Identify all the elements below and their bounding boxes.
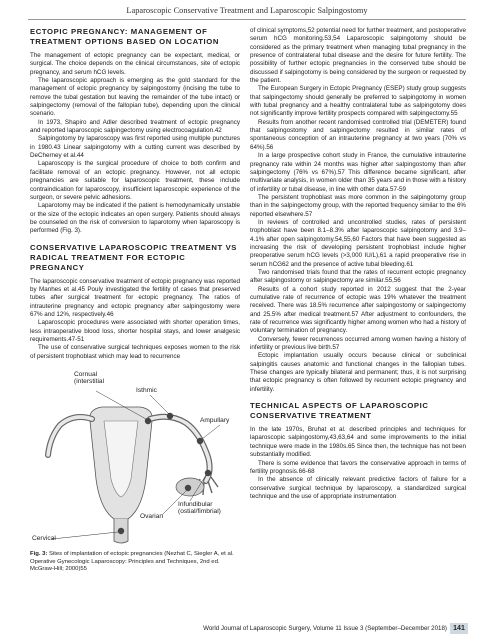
paragraph: In a large prospective cohort study in France, the cumulative intrauterine pregnancy rate within 24 months was higher after salpingostomy than after salpingectomy (76% vs 67%).57 This difference became significant, after multivariate analysis, in women older than 35 years and in those with a history of infertility or tubal disease, in line with other data.57-59 [250, 152, 466, 193]
left-column [30, 27, 240, 574]
paragraph: Two randomised trials found that the rates of recurrent ectopic pregnancy after salpingostomy or salpingectomy are similar.55,56 [250, 268, 466, 285]
paragraph: The European Surgery in Ectopic Pregnancy (ESEP) study group suggests that salpingectomy should generally be preferred to salpingotomy in women with tubal pregnancy and a healthy contralateral tube as salpingotomy does not significantly improve fertility prospects compared with salpingectomy.55 [250, 85, 466, 118]
page-footer [0, 623, 494, 635]
site-cervical [118, 528, 124, 534]
paragraph: There is some evidence that favors the conservative approach in terms of fertility prognosis.66-68 [250, 459, 466, 475]
section-heading-management: ECTOPIC PREGNANCY: MANAGEMENT OF TREATMENT OPTIONS BASED ON LOCATION [30, 27, 219, 46]
uterus-illustration [30, 369, 240, 549]
paragraph: Conversely, fewer recurrences occurred among women having a history of infertility or previous live birth.57 [250, 335, 466, 352]
paragraph: The use of conservative surgical techniques exposes women to the risk of persistent trophoblast which may lead to recurrence [30, 344, 240, 360]
paragraph: Laparoscopy is the surgical procedure of choice to both confirm and facilitate removal of an ectopic pregnancy. However, not all ectopic pregnancies are suitable for laparoscopic treatment, these include contraindication for laparoscopy, insufficient laparoscopic experience of the surgeon, or severe pelvic adhesions. [30, 160, 240, 201]
label-isthmic: Isthmic [136, 387, 157, 394]
uterus-implantation-figure [30, 369, 240, 549]
paragraph: In reviews of controlled and uncontrolled studies, rates of persistent trophoblast have been 8.1–8.3% after laparoscopic salpingotomy and 3.9–4.1% after open salpingotomy.54,55,60 Factors that have been suggested as increasing the risk of developing persistent trophoblast include higher preoperative serum hCG levels (>3,000 IU/L),61 a rapid preoperative rise in serum hCG62 and the presence of active tubal bleeding.61 [250, 218, 466, 268]
site-isthmic [167, 413, 173, 419]
paragraph: In the absence of clinically relevant predictive factors of failure for a conservative surgical technique by laparoscopy, a standardized surgical technique and the use of appropriate instrumentation [250, 476, 466, 500]
paragraph: Results of a cohort study reported in 2012 suggest that the 2-year cumulative rate of recurrence of ectopic was 19% whatever the treatment received. There was 18.5% recurrence after salpingostomy or salpingectomy and 25.5% after medical treatment.57 After adjustment to confounders, the rate of recurrence was significantly higher among women who had a history of voluntary termination of pregnancy. [250, 285, 466, 335]
caption-label: Fig. 3: [30, 551, 48, 557]
paragraph: Ectopic implantation usually occurs because clinical or subclinical salpingitis causes anatomic and functional changes in the fallopian tubes. These changes are typically bilateral and permanent; thus, it is not surprising that ectopic pregnancy is often followed by recurrent ectopic pregnancy and infertility. [250, 352, 466, 393]
journal-citation: World Journal of Laparoscopic Surgery, Volume 11 Issue 3 (September–December 2018) [203, 625, 447, 632]
paragraph: The laparoscopic approach is emerging as the gold standard for the management of ectopic pregnancy by salpingostomy (incising the tube to remove the tubal gestation but leaving the remainder of the tube intact) or salpingectomy (removal of the fallopian tube), depending upon the clinical scenario. [30, 77, 240, 118]
label-ovarian: Ovarian [140, 513, 164, 520]
site-ovarian [185, 485, 191, 491]
paragraph: Salpingotomy by laparoscopy was first reported using multiple punctures in 1980.43 Linear salpingotomy with a cutting current was described by DeCherney et al.44 [30, 135, 240, 160]
label-ampullary: Ampullary [200, 417, 230, 424]
label-cervical: Cervical [32, 535, 56, 542]
header-rule [28, 19, 466, 20]
label-cornual: Cornual (interstitial [74, 371, 105, 386]
running-header: Laparoscopic Conservative Treatment and Laparoscopic Salpingostomy [126, 6, 368, 15]
paragraph: Results from another recent randomised controlled trial (DEMETER) found that salpingostomy and salpingectomy resulted in similar rates of spontaneous conception of an intrauterine pregnancy at two years (70% vs 64%).56 [250, 118, 466, 151]
paragraph: The persistent trophoblast was more common in the salpingotomy group than in the salpingectomy group, with the reported frequency similar to the 6% reported elsewhere.57 [250, 193, 466, 218]
paragraph: In 1973, Shapiro and Adler described treatment of ectopic pregnancy and reported laparoscopic salpingectomy using electrocoagulation.42 [30, 118, 240, 135]
figure-caption [30, 551, 240, 574]
paragraph: The management of ectopic pregnancy can be expectant, medical, or surgical. The choice depends on the clinical circumstances, site of ectopic pregnancy, and serum hCG levels. [30, 52, 240, 76]
caption-text: Sites of implantation of ectopic pregnancies (Nezhat C, Siegler A, et al. Operative Gynecologic Laparoscopy: Principles and Techniques, 2nd ed. McGraw-Hill; 2000)55 [30, 551, 234, 573]
right-column [250, 27, 466, 501]
paragraph: Laparotomy may be indicated if the patient is hemodynamically unstable or the size of the ectopic indicates an open surgery. Patients should always be counseled on the risk of conversion to laparotomy when laparoscopy is performed (Fig. 3). [30, 202, 240, 235]
paragraph: Laparoscopic procedures were associated with shorter operation times, less intraoperative blood loss, shorter hospital stays, and lower analgesic requirements.47-51 [30, 319, 240, 343]
paragraph: of clinical symptoms,52 potential need for further treatment, and postoperative serum hCG monitoring.53,54 Laparoscopic salpingotomy should be considered as the primary treatment when managing tubal pregnancy in the presence of contralateral tubal disease and the desire for future fertility. The possibility of further ectopic pregnancies in the conserved tube should be discussed if salpingotomy is being considered by the surgeon or requested by the patient. [250, 27, 466, 85]
paragraph: In the late 1970s, Bruhat et al. described principles and techniques for laparoscopic salpingostomy,43,63,64 and some improvements to the initial technique were made in the 1980s.65 Since then, the technique has not been substantially modified. [250, 426, 466, 459]
section-heading-conservative-vs-radical: CONSERVATIVE LAPAROSCOPIC TREATMENT VS RADICAL TREATMENT FOR ECTOPIC PREGNANCY [30, 242, 238, 272]
paragraph: The laparoscopic conservative treatment of ectopic pregnancy was reported by Manhes et al.45 Pouly investigated the fertility of cases that preserved tubes after surgical treatment for ectopic pregnancy. The ratios of intrauterine pregnancy and ectopic pregnancy after salpingostomy were 67% and 12%, respectively.46 [30, 277, 240, 318]
right-fallopian-tube [150, 417, 210, 481]
page-number: 141 [450, 623, 468, 634]
label-infundibular: Infundibular (ostial/fimbrial) [178, 501, 221, 516]
section-heading-technical-aspects: TECHNICAL ASPECTS OF LAPAROSCOPIC CONSERVATIVE TREATMENT [250, 401, 429, 421]
